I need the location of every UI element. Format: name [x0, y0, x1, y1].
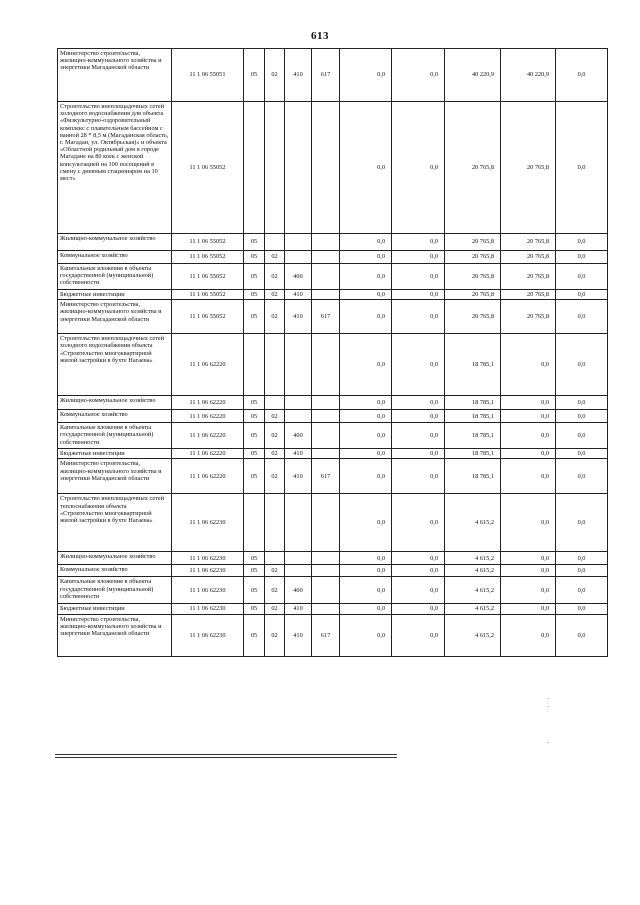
table-row — [58, 264, 608, 290]
scan-speck — [548, 698, 549, 699]
row-name: Коммунальное хозяйство — [58, 410, 172, 423]
row-amount-4: 0,0 — [501, 565, 556, 577]
page-number: 613 — [311, 30, 329, 42]
row-section: 05 — [244, 396, 265, 410]
row-expense-type — [285, 494, 312, 552]
row-administrator — [312, 577, 340, 604]
row-name: Жилищно-коммунальное хозяйство — [58, 552, 172, 565]
row-administrator — [312, 552, 340, 565]
row-amount-2: 0,0 — [392, 396, 445, 410]
row-administrator — [312, 423, 340, 449]
row-target-article: 11 1 06 62230 — [172, 552, 244, 565]
row-amount-3: 20 765,8 — [445, 102, 501, 234]
row-section: 05 — [244, 251, 265, 264]
row-subsection: 02 — [265, 423, 285, 449]
row-administrator — [312, 410, 340, 423]
row-name: Жилищно-коммунальное хозяйство — [58, 396, 172, 410]
row-subsection — [265, 334, 285, 396]
row-section: 05 — [244, 264, 265, 290]
row-section: 05 — [244, 552, 265, 565]
row-amount-4: 0,0 — [501, 459, 556, 494]
row-amount-2: 0,0 — [392, 604, 445, 614]
row-subsection: 02 — [265, 49, 285, 102]
table-row — [58, 102, 608, 234]
row-target-article: 11 1 06 62230 — [172, 494, 244, 552]
row-subsection: 02 — [265, 449, 285, 459]
row-amount-3: 20 765,8 — [445, 290, 501, 300]
row-amount-4: 0,0 — [501, 410, 556, 423]
row-administrator — [312, 290, 340, 300]
row-administrator: 617 — [312, 459, 340, 494]
table-body — [58, 49, 608, 657]
row-section: 05 — [244, 290, 265, 300]
row-target-article: 11 1 06 62230 — [172, 577, 244, 604]
row-amount-5: 0,0 — [556, 396, 608, 410]
row-target-article: 11 1 06 62220 — [172, 396, 244, 410]
row-amount-2: 0,0 — [392, 290, 445, 300]
row-section: 05 — [244, 49, 265, 102]
row-amount-4: 20 765,8 — [501, 290, 556, 300]
row-amount-3: 20 765,8 — [445, 251, 501, 264]
row-amount-1: 0,0 — [340, 604, 392, 614]
row-amount-3: 4 615,2 — [445, 614, 501, 656]
row-expense-type — [285, 334, 312, 396]
row-target-article: 11 1 06 55052 — [172, 264, 244, 290]
row-amount-5: 0,0 — [556, 251, 608, 264]
table-row — [58, 410, 608, 423]
table-row — [58, 290, 608, 300]
row-amount-5: 0,0 — [556, 494, 608, 552]
row-expense-type — [285, 234, 312, 251]
row-name: Бюджетные инвестиции — [58, 449, 172, 459]
table-row — [58, 423, 608, 449]
row-amount-5: 0,0 — [556, 614, 608, 656]
row-subsection: 02 — [265, 614, 285, 656]
row-section: 05 — [244, 234, 265, 251]
row-amount-3: 18 785,1 — [445, 459, 501, 494]
row-amount-5: 0,0 — [556, 604, 608, 614]
row-subsection: 02 — [265, 577, 285, 604]
row-amount-3: 18 785,1 — [445, 423, 501, 449]
row-amount-1: 0,0 — [340, 49, 392, 102]
row-administrator — [312, 334, 340, 396]
row-amount-2: 0,0 — [392, 300, 445, 334]
table-row — [58, 449, 608, 459]
row-administrator — [312, 565, 340, 577]
row-amount-2: 0,0 — [392, 264, 445, 290]
row-amount-5: 0,0 — [556, 264, 608, 290]
row-section: 05 — [244, 565, 265, 577]
row-amount-3: 4 615,2 — [445, 494, 501, 552]
row-target-article: 11 1 06 55052 — [172, 102, 244, 234]
row-amount-4: 20 765,8 — [501, 102, 556, 234]
row-name: Бюджетные инвестиции — [58, 604, 172, 614]
row-subsection: 02 — [265, 251, 285, 264]
row-target-article: 11 1 06 55051 — [172, 49, 244, 102]
row-amount-3: 18 785,1 — [445, 396, 501, 410]
table-row — [58, 459, 608, 494]
row-amount-1: 0,0 — [340, 410, 392, 423]
row-name: Министерство строительства, жилищно-коммунального хозяйства и энергетики Магаданской области — [58, 49, 172, 102]
row-administrator: 617 — [312, 300, 340, 334]
row-expense-type — [285, 410, 312, 423]
row-amount-2: 0,0 — [392, 459, 445, 494]
scan-speck — [548, 706, 549, 707]
row-amount-5: 0,0 — [556, 334, 608, 396]
row-section: 05 — [244, 449, 265, 459]
row-name: Капитальные вложения в объекты государственной (муниципальной) собственности — [58, 264, 172, 290]
row-administrator — [312, 396, 340, 410]
row-amount-1: 0,0 — [340, 264, 392, 290]
row-administrator — [312, 234, 340, 251]
row-section: 05 — [244, 459, 265, 494]
row-name: Жилищно-коммунальное хозяйство — [58, 234, 172, 251]
row-amount-1: 0,0 — [340, 577, 392, 604]
row-administrator — [312, 264, 340, 290]
row-amount-3: 4 615,2 — [445, 552, 501, 565]
row-amount-1: 0,0 — [340, 300, 392, 334]
row-administrator — [312, 251, 340, 264]
row-subsection — [265, 494, 285, 552]
row-amount-5: 0,0 — [556, 49, 608, 102]
row-amount-3: 20 765,8 — [445, 300, 501, 334]
row-subsection: 02 — [265, 410, 285, 423]
row-amount-1: 0,0 — [340, 565, 392, 577]
row-section — [244, 494, 265, 552]
table-row — [58, 494, 608, 552]
row-name: Коммунальное хозяйство — [58, 251, 172, 264]
row-amount-2: 0,0 — [392, 614, 445, 656]
table-row — [58, 565, 608, 577]
footer-rule — [55, 754, 397, 755]
row-amount-1: 0,0 — [340, 459, 392, 494]
budget-table — [57, 48, 608, 657]
row-amount-5: 0,0 — [556, 300, 608, 334]
row-expense-type: 410 — [285, 49, 312, 102]
row-amount-5: 0,0 — [556, 449, 608, 459]
row-target-article: 11 1 06 62230 — [172, 565, 244, 577]
table-row — [58, 334, 608, 396]
row-expense-type — [285, 396, 312, 410]
row-amount-3: 18 785,1 — [445, 449, 501, 459]
row-subsection: 02 — [265, 565, 285, 577]
row-amount-3: 4 615,2 — [445, 565, 501, 577]
row-target-article: 11 1 06 62220 — [172, 459, 244, 494]
row-name: Капитальные вложения в объекты государственной (муниципальной) собственности — [58, 577, 172, 604]
row-amount-2: 0,0 — [392, 234, 445, 251]
row-name: Строительство внеплощадочных сетей теплоснабжения объекта «Строительство многоквартирной жилой застройки в бухте Нагаева» — [58, 494, 172, 552]
row-amount-2: 0,0 — [392, 251, 445, 264]
table-row — [58, 251, 608, 264]
row-amount-4: 0,0 — [501, 552, 556, 565]
row-amount-2: 0,0 — [392, 423, 445, 449]
row-amount-1: 0,0 — [340, 552, 392, 565]
row-expense-type — [285, 552, 312, 565]
row-amount-4: 0,0 — [501, 334, 556, 396]
row-amount-1: 0,0 — [340, 234, 392, 251]
row-target-article: 11 1 06 55052 — [172, 290, 244, 300]
row-amount-2: 0,0 — [392, 449, 445, 459]
row-amount-2: 0,0 — [392, 577, 445, 604]
row-amount-1: 0,0 — [340, 102, 392, 234]
row-section — [244, 334, 265, 396]
row-name: Строительство внеплощадочных сетей холодного водоснабжения объекта «Строительство многоквартирной жилой застройки в бухте Нагаева» — [58, 334, 172, 396]
row-administrator — [312, 494, 340, 552]
row-amount-4: 0,0 — [501, 423, 556, 449]
row-amount-1: 0,0 — [340, 251, 392, 264]
row-subsection: 02 — [265, 264, 285, 290]
row-amount-5: 0,0 — [556, 577, 608, 604]
row-amount-4: 0,0 — [501, 614, 556, 656]
row-expense-type: 410 — [285, 290, 312, 300]
row-expense-type — [285, 251, 312, 264]
row-subsection: 02 — [265, 290, 285, 300]
row-amount-5: 0,0 — [556, 459, 608, 494]
row-target-article: 11 1 06 55052 — [172, 300, 244, 334]
row-name: Министерство строительства, жилищно-коммунального хозяйства и энергетики Магаданской области — [58, 614, 172, 656]
row-target-article: 11 1 06 62230 — [172, 614, 244, 656]
row-amount-2: 0,0 — [392, 565, 445, 577]
row-target-article: 11 1 06 55052 — [172, 234, 244, 251]
row-amount-2: 0,0 — [392, 552, 445, 565]
table-row — [58, 614, 608, 656]
scan-speck — [548, 742, 549, 743]
row-subsection — [265, 234, 285, 251]
row-name: Капитальные вложения в объекты государственной (муниципальной) собственности — [58, 423, 172, 449]
row-amount-2: 0,0 — [392, 334, 445, 396]
row-name: Министерство строительства, жилищно-коммунального хозяйства и энергетики Магаданской области — [58, 300, 172, 334]
row-expense-type: 400 — [285, 423, 312, 449]
row-amount-2: 0,0 — [392, 494, 445, 552]
row-administrator — [312, 102, 340, 234]
row-target-article: 11 1 06 62220 — [172, 423, 244, 449]
footer-rule-thin — [55, 757, 397, 758]
row-amount-4: 0,0 — [501, 449, 556, 459]
row-amount-4: 20 765,8 — [501, 264, 556, 290]
row-expense-type: 400 — [285, 577, 312, 604]
row-amount-1: 0,0 — [340, 449, 392, 459]
table-row — [58, 49, 608, 102]
row-amount-5: 0,0 — [556, 234, 608, 251]
table-row — [58, 604, 608, 614]
row-administrator: 617 — [312, 614, 340, 656]
row-amount-1: 0,0 — [340, 290, 392, 300]
table-row — [58, 300, 608, 334]
row-amount-5: 0,0 — [556, 565, 608, 577]
row-amount-4: 20 765,8 — [501, 300, 556, 334]
row-name: Коммунальное хозяйство — [58, 565, 172, 577]
row-amount-5: 0,0 — [556, 552, 608, 565]
row-subsection — [265, 396, 285, 410]
row-expense-type: 410 — [285, 449, 312, 459]
row-section: 05 — [244, 577, 265, 604]
row-name: Министерство строительства, жилищно-коммунального хозяйства и энергетики Магаданской области — [58, 459, 172, 494]
row-administrator — [312, 604, 340, 614]
row-subsection: 02 — [265, 459, 285, 494]
row-section — [244, 102, 265, 234]
row-amount-1: 0,0 — [340, 334, 392, 396]
row-expense-type: 410 — [285, 459, 312, 494]
row-amount-3: 20 765,8 — [445, 264, 501, 290]
row-section: 05 — [244, 410, 265, 423]
row-target-article: 11 1 06 55052 — [172, 251, 244, 264]
row-expense-type: 410 — [285, 300, 312, 334]
row-amount-4: 40 220,9 — [501, 49, 556, 102]
row-amount-5: 0,0 — [556, 423, 608, 449]
row-amount-5: 0,0 — [556, 102, 608, 234]
table-row — [58, 552, 608, 565]
row-expense-type: 400 — [285, 264, 312, 290]
row-section: 05 — [244, 300, 265, 334]
row-expense-type: 410 — [285, 614, 312, 656]
row-administrator: 617 — [312, 49, 340, 102]
row-section: 05 — [244, 614, 265, 656]
row-amount-1: 0,0 — [340, 423, 392, 449]
row-target-article: 11 1 06 62230 — [172, 604, 244, 614]
row-amount-2: 0,0 — [392, 102, 445, 234]
row-amount-5: 0,0 — [556, 410, 608, 423]
row-subsection: 02 — [265, 300, 285, 334]
row-amount-4: 20 765,8 — [501, 234, 556, 251]
row-amount-4: 20 765,8 — [501, 251, 556, 264]
row-amount-4: 0,0 — [501, 577, 556, 604]
row-amount-4: 0,0 — [501, 494, 556, 552]
row-amount-3: 40 220,9 — [445, 49, 501, 102]
row-expense-type — [285, 565, 312, 577]
row-expense-type — [285, 102, 312, 234]
row-subsection: 02 — [265, 604, 285, 614]
row-section: 05 — [244, 604, 265, 614]
row-subsection — [265, 102, 285, 234]
row-name: Бюджетные инвестиции — [58, 290, 172, 300]
table-row — [58, 234, 608, 251]
row-amount-5: 0,0 — [556, 290, 608, 300]
row-target-article: 11 1 06 62220 — [172, 334, 244, 396]
row-amount-3: 4 615,2 — [445, 604, 501, 614]
table-row — [58, 577, 608, 604]
row-administrator — [312, 449, 340, 459]
row-amount-3: 18 785,1 — [445, 334, 501, 396]
row-subsection — [265, 552, 285, 565]
row-name: Строительство внеплощадочных сетей холодного водоснабжения для объекта «Физкультурно-оздоровительный комплекс с плавательным бассейном с ванной 28 * 8,5 м (Магаданская область, г. Магадан, ул. Октябрьская)» и объекта «Областной родильный дом в городе Магадане на 80 коек с женской консультацией на 100 посещений в смену с дневным стационаром на 10 мест» — [58, 102, 172, 234]
row-amount-2: 0,0 — [392, 410, 445, 423]
row-amount-4: 0,0 — [501, 604, 556, 614]
row-amount-4: 0,0 — [501, 396, 556, 410]
row-amount-3: 18 785,1 — [445, 410, 501, 423]
row-target-article: 11 1 06 62220 — [172, 410, 244, 423]
row-amount-3: 4 615,2 — [445, 577, 501, 604]
row-target-article: 11 1 06 62220 — [172, 449, 244, 459]
row-amount-1: 0,0 — [340, 396, 392, 410]
row-amount-3: 20 765,8 — [445, 234, 501, 251]
table-row — [58, 396, 608, 410]
row-amount-1: 0,0 — [340, 494, 392, 552]
row-expense-type: 410 — [285, 604, 312, 614]
row-amount-2: 0,0 — [392, 49, 445, 102]
row-amount-1: 0,0 — [340, 614, 392, 656]
row-section: 05 — [244, 423, 265, 449]
